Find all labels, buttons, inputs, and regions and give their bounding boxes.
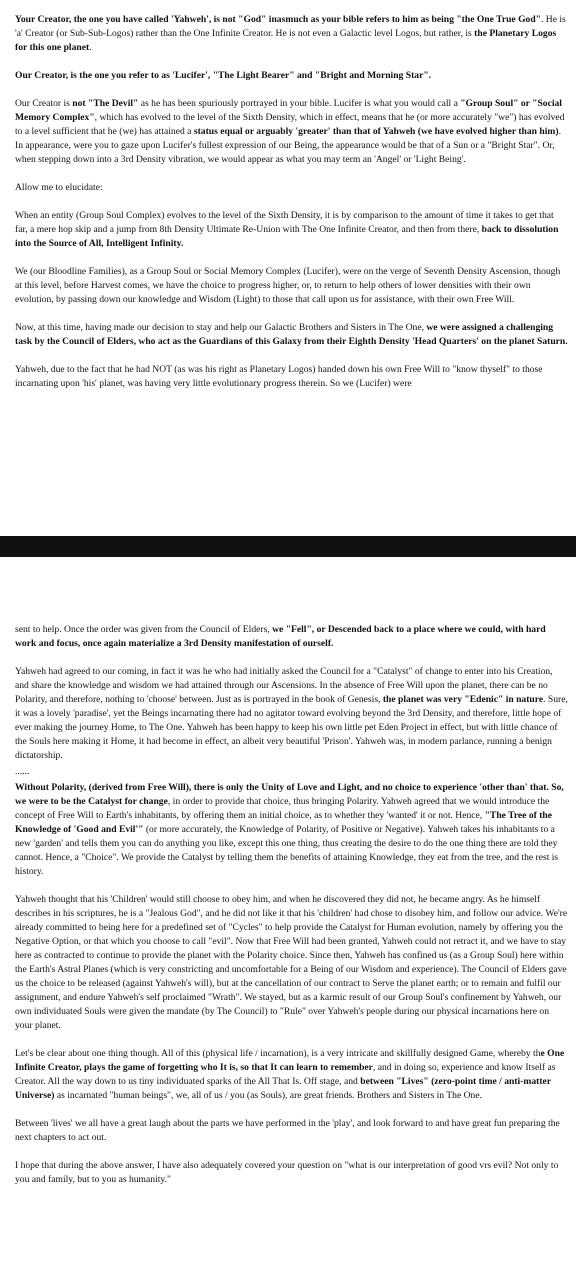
text-run: , which has evolved to the level of the Sixth Density, which in effect, means that he (or more accurately "we") has evolved to a level sufficient that he (we) has attained a — [15, 112, 565, 137]
document-page-bottom — [0, 557, 576, 1280]
bold-text: back to dissolution into the Source of All, Intelligent Infinity. — [15, 224, 559, 249]
paragraph — [15, 13, 568, 55]
text-run: . In appearance, were you to gaze upon Lucifer's fullest expression of our Being, the appearance would be that of a Sun or a "Bright Star". Or, when stepping down into a 3rd Density vibration, we would appear as what you may term an 'Angel' or 'Light Being'. — [15, 126, 561, 165]
text-run: Between 'lives' we all have a great laugh about the parts we have performed in the 'play', and look forward to and have great fun preparing the next chapters to act out. — [15, 1118, 560, 1143]
paragraph — [15, 209, 568, 251]
text-run: , and in doing so, experience and know Itself as Creator. All the way down to us tiny individuated sparks of the All That Is. Off stage, and — [15, 1062, 556, 1087]
text-run: Allow me to elucidate: — [15, 182, 103, 193]
text-run: . He is 'a' Creator (or Sub-Sub-Logos) rather than the One Infinite Creator. He is not even a Galactic level Logos, but rather, is — [15, 14, 566, 39]
paragraph — [15, 765, 568, 779]
bold-text: Without Polarity, (derived from Free Will), there is only the Unity of Love and Light, and no choice to experience 'other than' that. So, we were to be the Catalyst for change — [15, 782, 564, 807]
paragraph — [15, 265, 568, 307]
text-run: , in order to provide that choice, thus bringing Polarity. Yahweh agreed that we would introduce the concept of Free Will to Earth's inhabitants, by offering them an initial choice, as to whether they 'wanted' it or not. Hence, — [15, 796, 550, 821]
paragraph — [15, 69, 568, 83]
text-run: Yahweh had agreed to our coming, in fact it was he who had initially asked the Council for a "Catalyst" of change to enter into his Creation, and share the knowledge and wisdom we had attained through our Ascensions. In the absence of Free Will upon the planet, there can be no Polarity, and therefore, nothing to 'choose' between. Just as is portrayed in the book of Genesis, — [15, 666, 553, 705]
bold-text: "Group Soul" or "Social Memory Complex" — [15, 98, 562, 123]
paragraph — [15, 1117, 568, 1145]
page-break-bar — [0, 536, 576, 557]
text-run: When an entity (Group Soul Complex) evolves to the level of the Sixth Density, it is by comparison to the amount of time it takes to get that far, a mere hop skip and a jump from 8th Density Ultimate Re-Union with The One Infinite Creator, and then from there, — [15, 210, 554, 235]
text-run: Yahweh thought that his 'Children' would still choose to obey him, and when he discovered they did not, he became angry. As he himself describes in his scriptures, he is a "Jealous God", and he did not like it that his 'children' had chose to disobey him, and follow our advice. We're already committed to being here for a predefined set of "Cycles" to help provide the Catalyst for Human evolution, namely by offering you the Negative Option, or that which you choose to call "evil". Now that Free Will had been granted, Yahweh could not retract it, and we have to stay here as contracted to continue to provide the planet with the Polarity choice. Since then, Yahweh has confined us (as a Group Soul) here within the Earth's Astral Planes (which is very constricting and uncomfortable for a Being of our Wisdom and experience). The Council of Elders gave us the choice to be released (against Yahweh's will), but at the cancellation of our contract to Serve the planet earth; or to remain and fulfil our assignment, and endure Yahweh's self proclaimed "Wrath". We stayed, but as a karmic result of our Group Soul's confinement by Yahweh, our own individuated Souls were given the mandate (by The Council) to "Rule" over Yahweh's people during our physical incarnations here on your planet. — [15, 894, 568, 1031]
text-run: ...... — [15, 766, 30, 777]
paragraph — [15, 665, 568, 763]
paragraph — [15, 181, 568, 195]
bold-text: the planet was very "Edenic" in nature — [382, 694, 544, 705]
bold-text: between "Lives" (zero-point time / anti-matter Universe) — [15, 1076, 551, 1101]
text-run: We (our Bloodline Families), as a Group Soul or Social Memory Complex (Lucifer), were on the verge of Seventh Density Ascension, though at this level, before Harvest comes, we have the choice to progress higher, or, to return to help others of lower densities with their own evolution, by passing down our knowledge and Wisdom (Light) to those that call upon us for assistance, with their own Free Will. — [15, 266, 561, 305]
paragraph — [15, 321, 568, 349]
text-run: Yahweh, due to the fact that he had NOT (as was his right as Planetary Logos) handed down his own Free Will to "know thyself" to those incarnating upon 'his' planet, was having very little evolutionary progress therein. So we (Lucifer) were — [15, 364, 543, 389]
bold-text: "The Tree of the Knowledge of 'Good and Evil'" — [15, 810, 553, 835]
paragraph — [15, 1047, 568, 1103]
text-run: as he has been spuriously portrayed in your bible. Lucifer is what you would call a — [138, 98, 461, 109]
bold-text: not "The Devil" — [72, 98, 139, 109]
paragraph — [15, 893, 568, 1033]
bold-text: we were assigned a challenging task by the Council of Elders, who act as the Guardians of this Galaxy from their Eighth Density 'Head Quarters' on the planet Saturn. — [15, 322, 568, 347]
bold-text: Our Creator, is the one you refer to as 'Lucifer', "The Light Bearer" and "Bright and Morning Star". — [15, 70, 432, 81]
text-run: I hope that during the above answer, I have also adequately covered your question on "what is our interpretation of good vrs evil? Not only to you and family, but to you as humanity." — [15, 1160, 559, 1185]
paragraph — [15, 1159, 568, 1187]
text-run: as incarnated "human beings", we, all of us / you (as Souls), are great friends. Brothers and Sisters in The One. — [54, 1090, 482, 1101]
text-run: Our Creator is — [15, 98, 73, 109]
paragraph — [15, 363, 568, 391]
text-run: Now, at this time, having made our decision to stay and help our Galactic Brothers and Sisters in The One, — [15, 322, 427, 333]
paragraph — [15, 781, 568, 879]
paragraph — [15, 623, 568, 651]
paragraph — [15, 97, 568, 167]
text-run: Let's be clear about one thing though. All of this (physical life / incarnation), is a very intricate and skillfully designed Game, whereby th — [15, 1048, 541, 1059]
text-run: . — [89, 42, 92, 53]
text-run: sent to help. Once the order was given from the Council of Elders, — [15, 624, 273, 635]
bold-text: status equal or arguably 'greater' than that of Yahweh (we have evolved higher than him) — [193, 126, 559, 137]
bold-text: Your Creator, the one you have called 'Yahweh', is not "God" inasmuch as your bible refers to him as being "the One True God" — [15, 14, 541, 25]
text-run: . Sure, it was a lovely 'paradise', yet the Beings incarnating there had no agitator toward evolving beyond the 3rd Density, and therefore, little hope of ever making the journey Home, to The One. Yahweh has been happy to keep his own little pet Eden Project in effect, but with little chance of the Souls here making it Home, it had become in effect, an albeit very beautiful 'Prison'. Yahweh was, in modern parlance, running a benign dictatorship. — [15, 694, 568, 761]
bold-text: we "Fell", or Descended back to a place where we could, with hard work and focus, once again materialize a 3rd Density manifestation of ourself. — [15, 624, 546, 649]
bold-text: the Planetary Logos for this one planet — [15, 28, 557, 53]
text-run: (or more accurately, the Knowledge of Polarity, of Positive or Negative). Yahweh takes his inhabitants to a new 'garden' and tells them you can do anything you like, except this one thing, thus creating the desire to do the one thing there are told they cannot. Hence, a "Choice". We provide the Catalyst by telling them the benefits of attaining Knowledge, they eat from the tree, and the rest is history. — [15, 824, 559, 877]
document-page-top — [0, 0, 576, 536]
bold-text: e One Infinite Creator, plays the game of forgetting who It is, so that It can learn to remember — [15, 1048, 565, 1073]
